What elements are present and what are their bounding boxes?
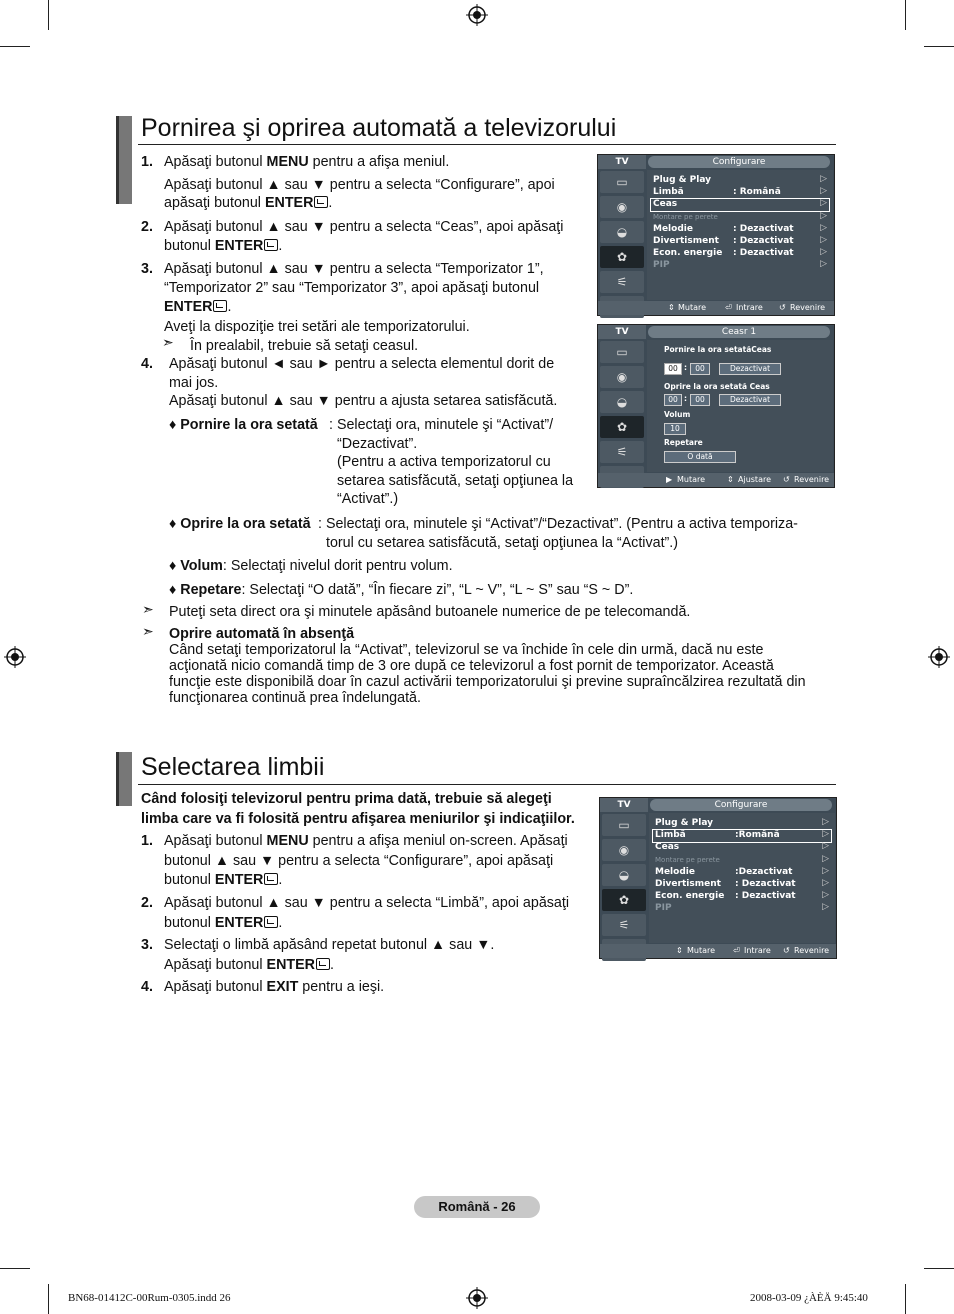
return-icon: ↺: [783, 946, 790, 955]
registration-mark-icon: [4, 646, 26, 668]
step-text: Apăsaţi butonul EXIT pentru a ieşi.: [164, 979, 385, 995]
step-text: “Temporizator 2” sau “Temporizator 3”, apoi apăsaţi butonul: [164, 280, 540, 296]
arrow-right-icon: ▷: [820, 259, 827, 269]
tv-menu-configurare: [597, 154, 835, 316]
note-text: acţionată nicio comandă timp de 3 ore după ce televizorul a fost pornit de temporizator. Această: [169, 658, 774, 674]
menu-item[interactable]: Limbă : Română: [653, 187, 781, 197]
footer-date: 2008-03-09 ¿ÀÈÄ 9:45:40: [750, 1292, 868, 1304]
menu-item[interactable]: Econ. energie : Dezactivat: [655, 891, 796, 901]
return-icon: ↺: [783, 475, 790, 484]
menu-item[interactable]: Melodie : Dezactivat: [653, 224, 794, 234]
crop-mark: [0, 1268, 30, 1269]
step-text: Apăsaţi butonul ▲ sau ▼ pentru a ajusta setarea satisfăcută.: [169, 393, 558, 409]
step-text: Apăsaţi butonul ENTER .: [164, 957, 334, 973]
note-text: Puteţi seta direct ora şi minutele apăsând butoanele numerice de pe telecomandă.: [169, 604, 691, 620]
menu-sidebar: [601, 814, 647, 964]
arrow-right-icon: ▷: [820, 235, 827, 245]
tv-label: TV: [598, 155, 646, 169]
step-text: mai jos.: [169, 375, 219, 391]
input-icon[interactable]: ⚟: [602, 914, 646, 936]
section-title: Pornirea şi oprirea automată a televizorului: [141, 114, 617, 142]
arrow-right-icon: ▷: [822, 878, 829, 888]
tv-label: TV: [600, 798, 648, 812]
bullet-text: “Dezactivat”.: [337, 436, 418, 452]
bullet-label: ♦ Oprire la ora setată: [169, 516, 311, 532]
page-label: Română - 26: [414, 1196, 540, 1218]
note-arrow-icon: ➣: [142, 623, 154, 639]
channel-icon[interactable]: ◒: [602, 864, 646, 886]
note-text: funcţie este disponibilă doar în cazul activării temporizatorului şi previne supraîncălzirea rezultată din: [169, 674, 806, 690]
menu-item[interactable]: Melodie :Dezactivat: [655, 867, 793, 877]
step-text: Apăsaţi butonul ▲ sau ▼ pentru a selecta “Limbă”, apoi apăsaţi: [164, 895, 570, 911]
arrow-right-icon: ▷: [822, 841, 829, 851]
timer-on-label: Pornire la ora setatăCeas: [664, 345, 772, 354]
input-icon[interactable]: ⚟: [600, 271, 644, 293]
menu-footer: ▶ Mutare ⇕ Ajustare ↺ Revenire: [598, 473, 834, 487]
adjust-icon: ⇕: [727, 475, 734, 484]
move-icon: ▶: [666, 475, 673, 484]
menu-panel: Pornire la ora setatăCeas 00 : 00 Dezactivat Oprire la ora setată Ceas 00 : 00 Dezactivat Volum 10 Repetare O dată: [647, 340, 833, 472]
step-number: 4.: [141, 356, 153, 372]
move-icon: ⇕: [676, 946, 683, 955]
picture-icon[interactable]: ▭: [600, 171, 644, 193]
intro-text: Când folosiţi televizorul pentru prima dată, trebuie să alegeţi: [141, 791, 552, 807]
return-icon: ↺: [779, 303, 786, 312]
tv-label: TV: [598, 325, 646, 339]
bullet-text: (Pentru a activa temporizatorul cu: [337, 454, 551, 470]
input-icon[interactable]: ⚟: [600, 441, 644, 463]
arrow-right-icon: ▷: [820, 174, 827, 184]
arrow-right-icon: ▷: [820, 223, 827, 233]
crop-mark: [924, 46, 954, 47]
arrow-right-icon: ▷: [822, 902, 829, 912]
volume-label: Volum: [664, 410, 691, 419]
channel-icon[interactable]: ◒: [600, 391, 644, 413]
minute-field[interactable]: 00: [690, 394, 710, 406]
menu-title: Configurare: [648, 156, 830, 168]
footer-file: BN68-01412C-00Rum-0305.indd 26: [68, 1292, 231, 1304]
tv-menu-language: [599, 797, 837, 959]
step-text: Apăsaţi butonul ◄ sau ► pentru a selecta elementul dorit de: [169, 356, 555, 372]
step-text: Selectaţi o limbă apăsând repetat butonul ▲ sau ▼.: [164, 937, 495, 953]
setup-icon[interactable]: ✿: [600, 246, 644, 268]
section-title: Selectarea limbii: [141, 753, 325, 781]
registration-mark-icon: [466, 4, 488, 26]
note-text: funcţionarea continuă prea îndelungată.: [169, 690, 421, 706]
step-number: 2.: [141, 219, 153, 235]
enter-icon: [213, 300, 227, 312]
bullet-text: : Selectaţi ora, minutele şi “Activat”/“Dezactivat”. (Pentru a activa temporiza-: [318, 516, 798, 532]
step-text: Apăsaţi butonul ▲ sau ▼ pentru a selecta “Configurare”, apoi: [164, 177, 555, 193]
menu-item[interactable]: Montare pe perete: [653, 213, 718, 221]
step-number: 3.: [141, 937, 153, 953]
move-icon: ⇕: [668, 303, 675, 312]
crop-mark: [0, 46, 30, 47]
bullet-text: “Activat”.): [337, 491, 399, 507]
repeat-label: Repetare: [664, 438, 703, 447]
menu-item[interactable]: Econ. energie : Dezactivat: [653, 248, 794, 258]
arrow-right-icon: ▷: [822, 866, 829, 876]
step-text: Aveţi la dispoziţie trei setări ale temporizatorului.: [164, 319, 470, 335]
picture-icon[interactable]: ▭: [602, 814, 646, 836]
arrow-right-icon: ▷: [820, 198, 827, 208]
bullet-item: ♦ Volum: Selectaţi nivelul dorit pentru volum.: [169, 558, 453, 574]
enter-icon: [314, 196, 328, 208]
enter-icon: [264, 873, 278, 885]
bullet-item: ♦ Repetare: Selectaţi “O dată”, “În fiecare zi”, “L ~ V”, “L ~ S” sau “S ~ D”.: [169, 582, 634, 598]
sound-icon[interactable]: ◉: [602, 839, 646, 861]
section-rule: [138, 784, 836, 785]
setup-icon[interactable]: ✿: [600, 416, 644, 438]
menu-title: Configurare: [650, 799, 832, 811]
state-field[interactable]: Dezactivat: [719, 394, 781, 406]
step-text: butonul ENTER .: [164, 915, 283, 931]
hour-field[interactable]: 00: [664, 363, 682, 375]
arrow-right-icon: ▷: [820, 211, 827, 221]
hour-field[interactable]: 00: [664, 394, 682, 406]
arrow-right-icon: ▷: [822, 829, 829, 839]
step-number: 1.: [141, 154, 153, 170]
crop-mark: [905, 1284, 906, 1314]
arrow-right-icon: ▷: [820, 186, 827, 196]
menu-item[interactable]: Plug & Play: [655, 818, 713, 828]
minute-field[interactable]: 00: [690, 363, 710, 375]
bullet-text: setarea satisfăcută, setaţi opţiunea la: [337, 473, 574, 489]
step-number: 1.: [141, 833, 153, 849]
step-text: Apăsaţi butonul MENU pentru a afişa meniul on-screen. Apăsaţi: [164, 833, 568, 849]
crop-mark: [905, 0, 906, 30]
section-bar: [116, 116, 132, 204]
setup-icon[interactable]: ✿: [602, 889, 646, 911]
step-text: Apăsaţi butonul ▲ sau ▼ pentru a selecta “Ceas”, apoi apăsaţi: [164, 219, 564, 235]
arrow-right-icon: ▷: [822, 854, 829, 864]
note-text: În prealabil, trebuie să setaţi ceasul.: [190, 338, 419, 354]
step-text: Apăsaţi butonul MENU pentru a afişa meniul.: [164, 154, 450, 170]
picture-icon[interactable]: ▭: [600, 341, 644, 363]
note-text: Când setaţi temporizatorul la “Activat”, televizorul se va închide în cele din urmă, dacă nu este: [169, 642, 764, 658]
step-text: butonul ENTER .: [164, 238, 283, 254]
repeat-field[interactable]: O dată: [664, 451, 736, 463]
menu-item[interactable]: Limbă :Română: [655, 830, 780, 840]
step-text: apăsaţi butonul ENTER .: [164, 195, 333, 211]
arrow-right-icon: ▷: [822, 890, 829, 900]
arrow-right-icon: ▷: [820, 247, 827, 257]
menu-item[interactable]: Ceas: [655, 842, 680, 852]
channel-icon[interactable]: ◒: [600, 221, 644, 243]
note-arrow-icon: ➣: [142, 601, 154, 617]
enter-icon: ⏎: [725, 303, 732, 312]
crop-mark: [924, 1268, 954, 1269]
step-text: Apăsaţi butonul ▲ sau ▼ pentru a selecta “Temporizator 1”,: [164, 261, 544, 277]
menu-item[interactable]: PIP: [653, 260, 670, 270]
bullet-text: : Selectaţi ora, minutele şi “Activat”/: [329, 417, 554, 433]
menu-item[interactable]: PIP: [655, 903, 672, 913]
sound-icon[interactable]: ◉: [600, 196, 644, 218]
menu-sidebar: [599, 341, 645, 491]
step-text: butonul ▲ sau ▼ pentru a selecta “Configurare”, apoi apăsaţi: [164, 853, 554, 869]
menu-item[interactable]: Ceas: [653, 199, 678, 209]
note-arrow-icon: ➣: [162, 334, 174, 350]
step-text: butonul ENTER .: [164, 872, 283, 888]
menu-item[interactable]: Montare pe perete: [655, 856, 720, 864]
menu-item[interactable]: Plug & Play: [653, 175, 711, 185]
bullet-label: ♦ Pornire la ora setată: [169, 417, 318, 433]
volume-field[interactable]: 10: [664, 423, 686, 435]
section-bar: [116, 752, 132, 806]
crop-mark: [48, 1284, 49, 1314]
menu-title: Ceasr 1: [648, 326, 830, 338]
section-rule: [138, 144, 836, 145]
menu-item[interactable]: Divertisment : Dezactivat: [655, 879, 796, 889]
note-title: Oprire automată în absenţă: [169, 626, 355, 642]
enter-icon: [264, 916, 278, 928]
registration-mark-icon: [466, 1287, 488, 1309]
menu-panel: [649, 813, 835, 943]
enter-icon: ⏎: [733, 946, 740, 955]
menu-sidebar: [599, 171, 645, 321]
menu-footer: ⇕ Mutare ⏎ Intrare ↺ Revenire: [598, 301, 834, 315]
menu-item[interactable]: Divertisment : Dezactivat: [653, 236, 794, 246]
step-number: 2.: [141, 895, 153, 911]
timer-off-label: Oprire la ora setată Ceas: [664, 382, 770, 391]
step-text: ENTER .: [164, 299, 232, 315]
intro-text: limba care va fi folosită pentru afişarea meniurilor şi indicaţiilor.: [141, 811, 575, 827]
sound-icon[interactable]: ◉: [600, 366, 644, 388]
arrow-right-icon: ▷: [822, 817, 829, 827]
crop-mark: [48, 0, 49, 30]
menu-panel: [647, 170, 833, 300]
bullet-text: torul cu setarea satisfăcută, setaţi opţiunea la “Activat”.): [326, 535, 679, 551]
enter-icon: [264, 239, 278, 251]
step-number: 4.: [141, 979, 153, 995]
tv-menu-timer: [597, 324, 835, 488]
registration-mark-icon: [928, 646, 950, 668]
step-number: 3.: [141, 261, 153, 277]
state-field[interactable]: Dezactivat: [719, 363, 781, 375]
menu-footer: ⇕ Mutare ⏎ Intrare ↺ Revenire: [600, 944, 836, 958]
enter-icon: [316, 958, 330, 970]
